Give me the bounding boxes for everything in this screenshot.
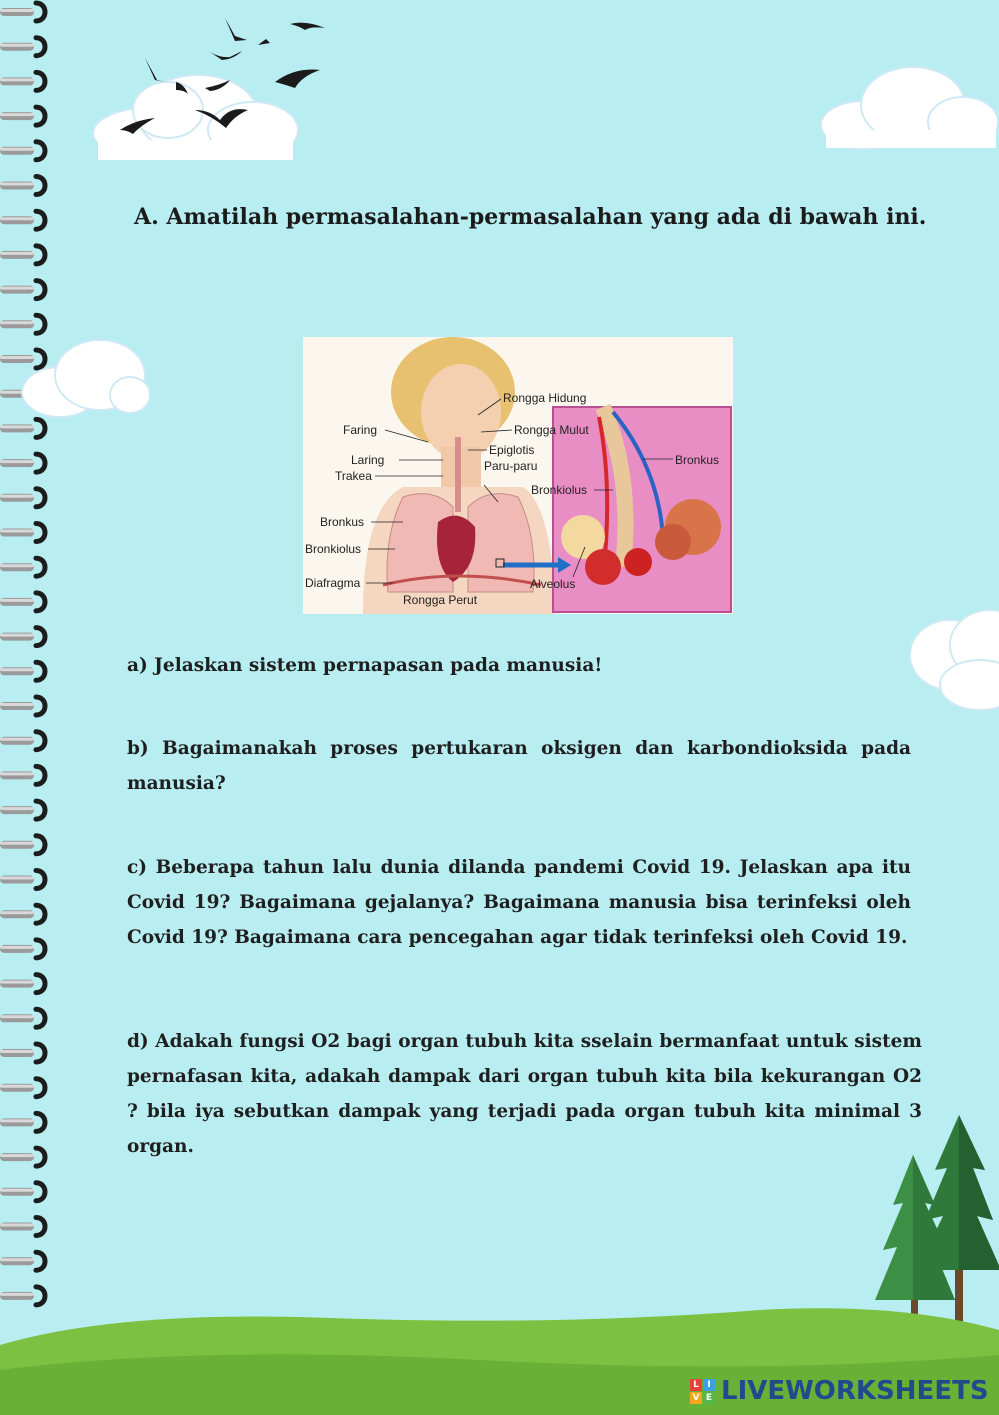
spiral-ring [0, 72, 45, 90]
question-b: b) Bagaimanakah proses pertukaran oksigen dan karbondioksida pada manusia? [127, 738, 911, 794]
label-rongga-perut: Rongga Perut [403, 593, 478, 607]
spiral-ring [0, 246, 45, 264]
spiral-ring [0, 1079, 45, 1097]
spiral-ring [0, 593, 45, 611]
spiral-ring [0, 975, 45, 993]
spiral-ring [0, 905, 45, 923]
label-alveolus: Alveolus [530, 577, 576, 591]
question-d: d) Adakah fungsi O2 bagi organ tubuh kita sselain bermanfaat untuk sistem pernafasan kita, adakah dampak dari organ tubuh kita bila kekurangan O2 ? bila iya sebutkan dampak yang terjadi pada organ tubuh kita minimal 3 organ. [127, 1031, 922, 1157]
cloud-icon [905, 605, 999, 715]
label-faring: Faring [343, 423, 378, 437]
spiral-ring [0, 1148, 45, 1166]
spiral-ring [0, 281, 45, 299]
spiral-ring [0, 1183, 45, 1201]
spiral-ring [0, 454, 45, 472]
spiral-ring [0, 628, 45, 646]
label-bronkiolus: Bronkiolus [305, 542, 362, 556]
spiral-ring [0, 836, 45, 854]
spiral-ring [0, 871, 45, 889]
label-paru-paru: Paru-paru [484, 459, 538, 473]
spiral-ring [0, 662, 45, 680]
spiral-ring [0, 558, 45, 576]
spiral-ring [0, 801, 45, 819]
label-epiglotis: Epiglotis [489, 443, 535, 457]
spiral-ring [0, 1009, 45, 1027]
spiral-ring [0, 1252, 45, 1270]
spiral-ring [0, 697, 45, 715]
spiral-ring [0, 1218, 45, 1236]
spiral-ring [0, 211, 45, 229]
brand-text: LIVEWORKSHEETS [721, 1376, 989, 1406]
spiral-ring [0, 489, 45, 507]
label-diafragma: Diafragma [305, 576, 361, 590]
spiral-ring [0, 38, 45, 56]
label-bronkus: Bronkus [320, 515, 365, 529]
label-laring: Laring [351, 453, 385, 467]
spiral-ring [0, 940, 45, 958]
liveworksheets-logo-icon: L I V E [690, 1379, 715, 1404]
spiral-ring [0, 1044, 45, 1062]
spiral-binding-icon [0, 0, 70, 1330]
liveworksheets-brand[interactable] [690, 1374, 989, 1408]
respiratory-system-figure [303, 337, 733, 614]
spiral-ring [0, 142, 45, 160]
cloud-icon [818, 60, 998, 155]
birds-icon [110, 10, 340, 140]
label-rongga-mulut: Rongga Mulut [514, 423, 589, 437]
page-heading: A. Amatilah permasalahan-permasalahan yang ada di bawah ini. [134, 204, 927, 230]
label-trakea: Trakea [335, 469, 372, 483]
spiral-ring [0, 766, 45, 784]
label-bronkiolus-inset: Bronkiolus [531, 483, 588, 497]
spiral-ring [0, 107, 45, 125]
question-c: c) Beberapa tahun lalu dunia dilanda pandemi Covid 19. Jelaskan apa itu Covid 19? Bagaimana gejalanya? Bagaimana manusia bisa terinfeksi oleh Covid 19? Bagaimana cara pencegahan agar tidak terinfeksi oleh Covid 19. [127, 857, 911, 948]
label-rongga-hidung: Rongga Hidung [503, 391, 587, 405]
cloud-icon [20, 330, 150, 425]
spiral-ring [0, 1113, 45, 1131]
spiral-ring [0, 524, 45, 542]
spiral-ring [0, 732, 45, 750]
spiral-ring [0, 177, 45, 195]
question-a: a) Jelaskan sistem pernapasan pada manusia! [127, 655, 603, 676]
spiral-ring [0, 3, 45, 21]
label-bronkus-inset: Bronkus [675, 453, 720, 467]
